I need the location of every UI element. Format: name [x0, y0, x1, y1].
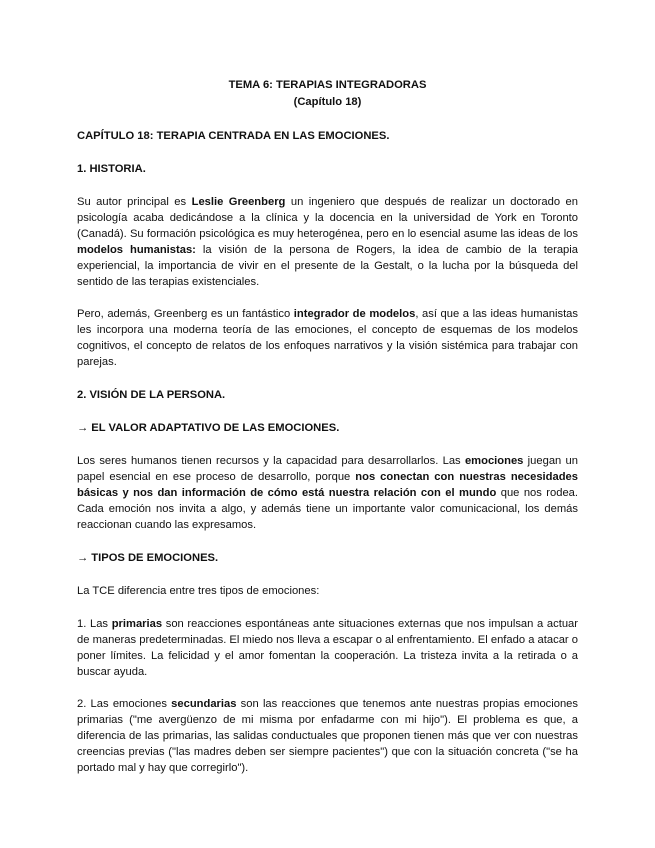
- subsection-valor-adaptativo: → EL VALOR ADAPTATIVO DE LAS EMOCIONES.: [77, 422, 340, 434]
- subsection-tipos-emociones: → TIPOS DE EMOCIONES.: [77, 552, 219, 564]
- historia-paragraph-2: Pero, además, Greenberg es un fantástico integrador de modelos, así que a las ideas humanistas les incorpora una moderna teoría de las emociones, el concepto de esquemas de los modelos cognitivos, el concepto de relatos de los enfoques narrativos y la visión sistémica para trabajar con parejas.: [77, 308, 579, 368]
- title-line-2: (Capítulo 18): [293, 96, 362, 108]
- historia-paragraph-1: Su autor principal es Leslie Greenberg un ingeniero que después de realizar un doctorado en psicología acaba dedicándose a la clínica y la docencia en la universidad de York en Toronto (Canadá). Su formación psicológica es muy heterogénea, pero en lo esencial asume las ideas de los modelos humanistas: la visión de la persona de Rogers, la idea de cambio de la terapia experiencial, la importancia de vivir en el presente de la Gestalt, o la lucha por la búsqueda del sentido de las terapias existenciales.: [77, 196, 578, 288]
- section-2-heading: 2. VISIÓN DE LA PERSONA.: [77, 389, 226, 401]
- title-line-1: TEMA 6: TERAPIAS INTEGRADORAS: [228, 79, 427, 91]
- list-item-secundarias: 2. Las emociones secundarias son las reacciones que tenemos ante nuestras propias emociones primarias ("me avergüenzo de mi misma por enfadarme con mi hijo"). El problema es que, a diferencia de las primarias, las salidas conductuales que proponen tienen más que ver con nuestras creencias previas ("las madres deben ser siempre pacientes") que con la situación concreta ("se ha portado mal y hay que corregirlo").: [77, 698, 578, 774]
- tipos-intro: La TCE diferencia entre tres tipos de emociones:: [77, 585, 320, 597]
- chapter-heading: CAPÍTULO 18: TERAPIA CENTRADA EN LAS EMOCIONES.: [77, 130, 390, 142]
- list-item-primarias: 1. Las primarias son reacciones espontáneas ante situaciones externas que nos impulsan a actuar de maneras predeterminadas. El miedo nos lleva a escapar o al enfrentamiento. El enfado a atacar o poner límites. La felicidad y el amor fomentan la cooperación. La tristeza invita a la retirada o a buscar ayuda.: [77, 618, 578, 678]
- title-block: [77, 0, 578, 111]
- section-1-heading: 1. HISTORIA.: [77, 163, 146, 175]
- emociones-paragraph: Los seres humanos tienen recursos y la capacidad para desarrollarlos. Las emociones juegan un papel esencial en ese proceso de desarrollo, porque nos conectan con nuestras necesidades básicas y nos dan información de cómo está nuestra relación con el mundo que nos rodea. Cada emoción nos invita a algo, y además tiene un importante valor comunicacional, los demás reaccionan cuando las expresamos.: [77, 455, 578, 531]
